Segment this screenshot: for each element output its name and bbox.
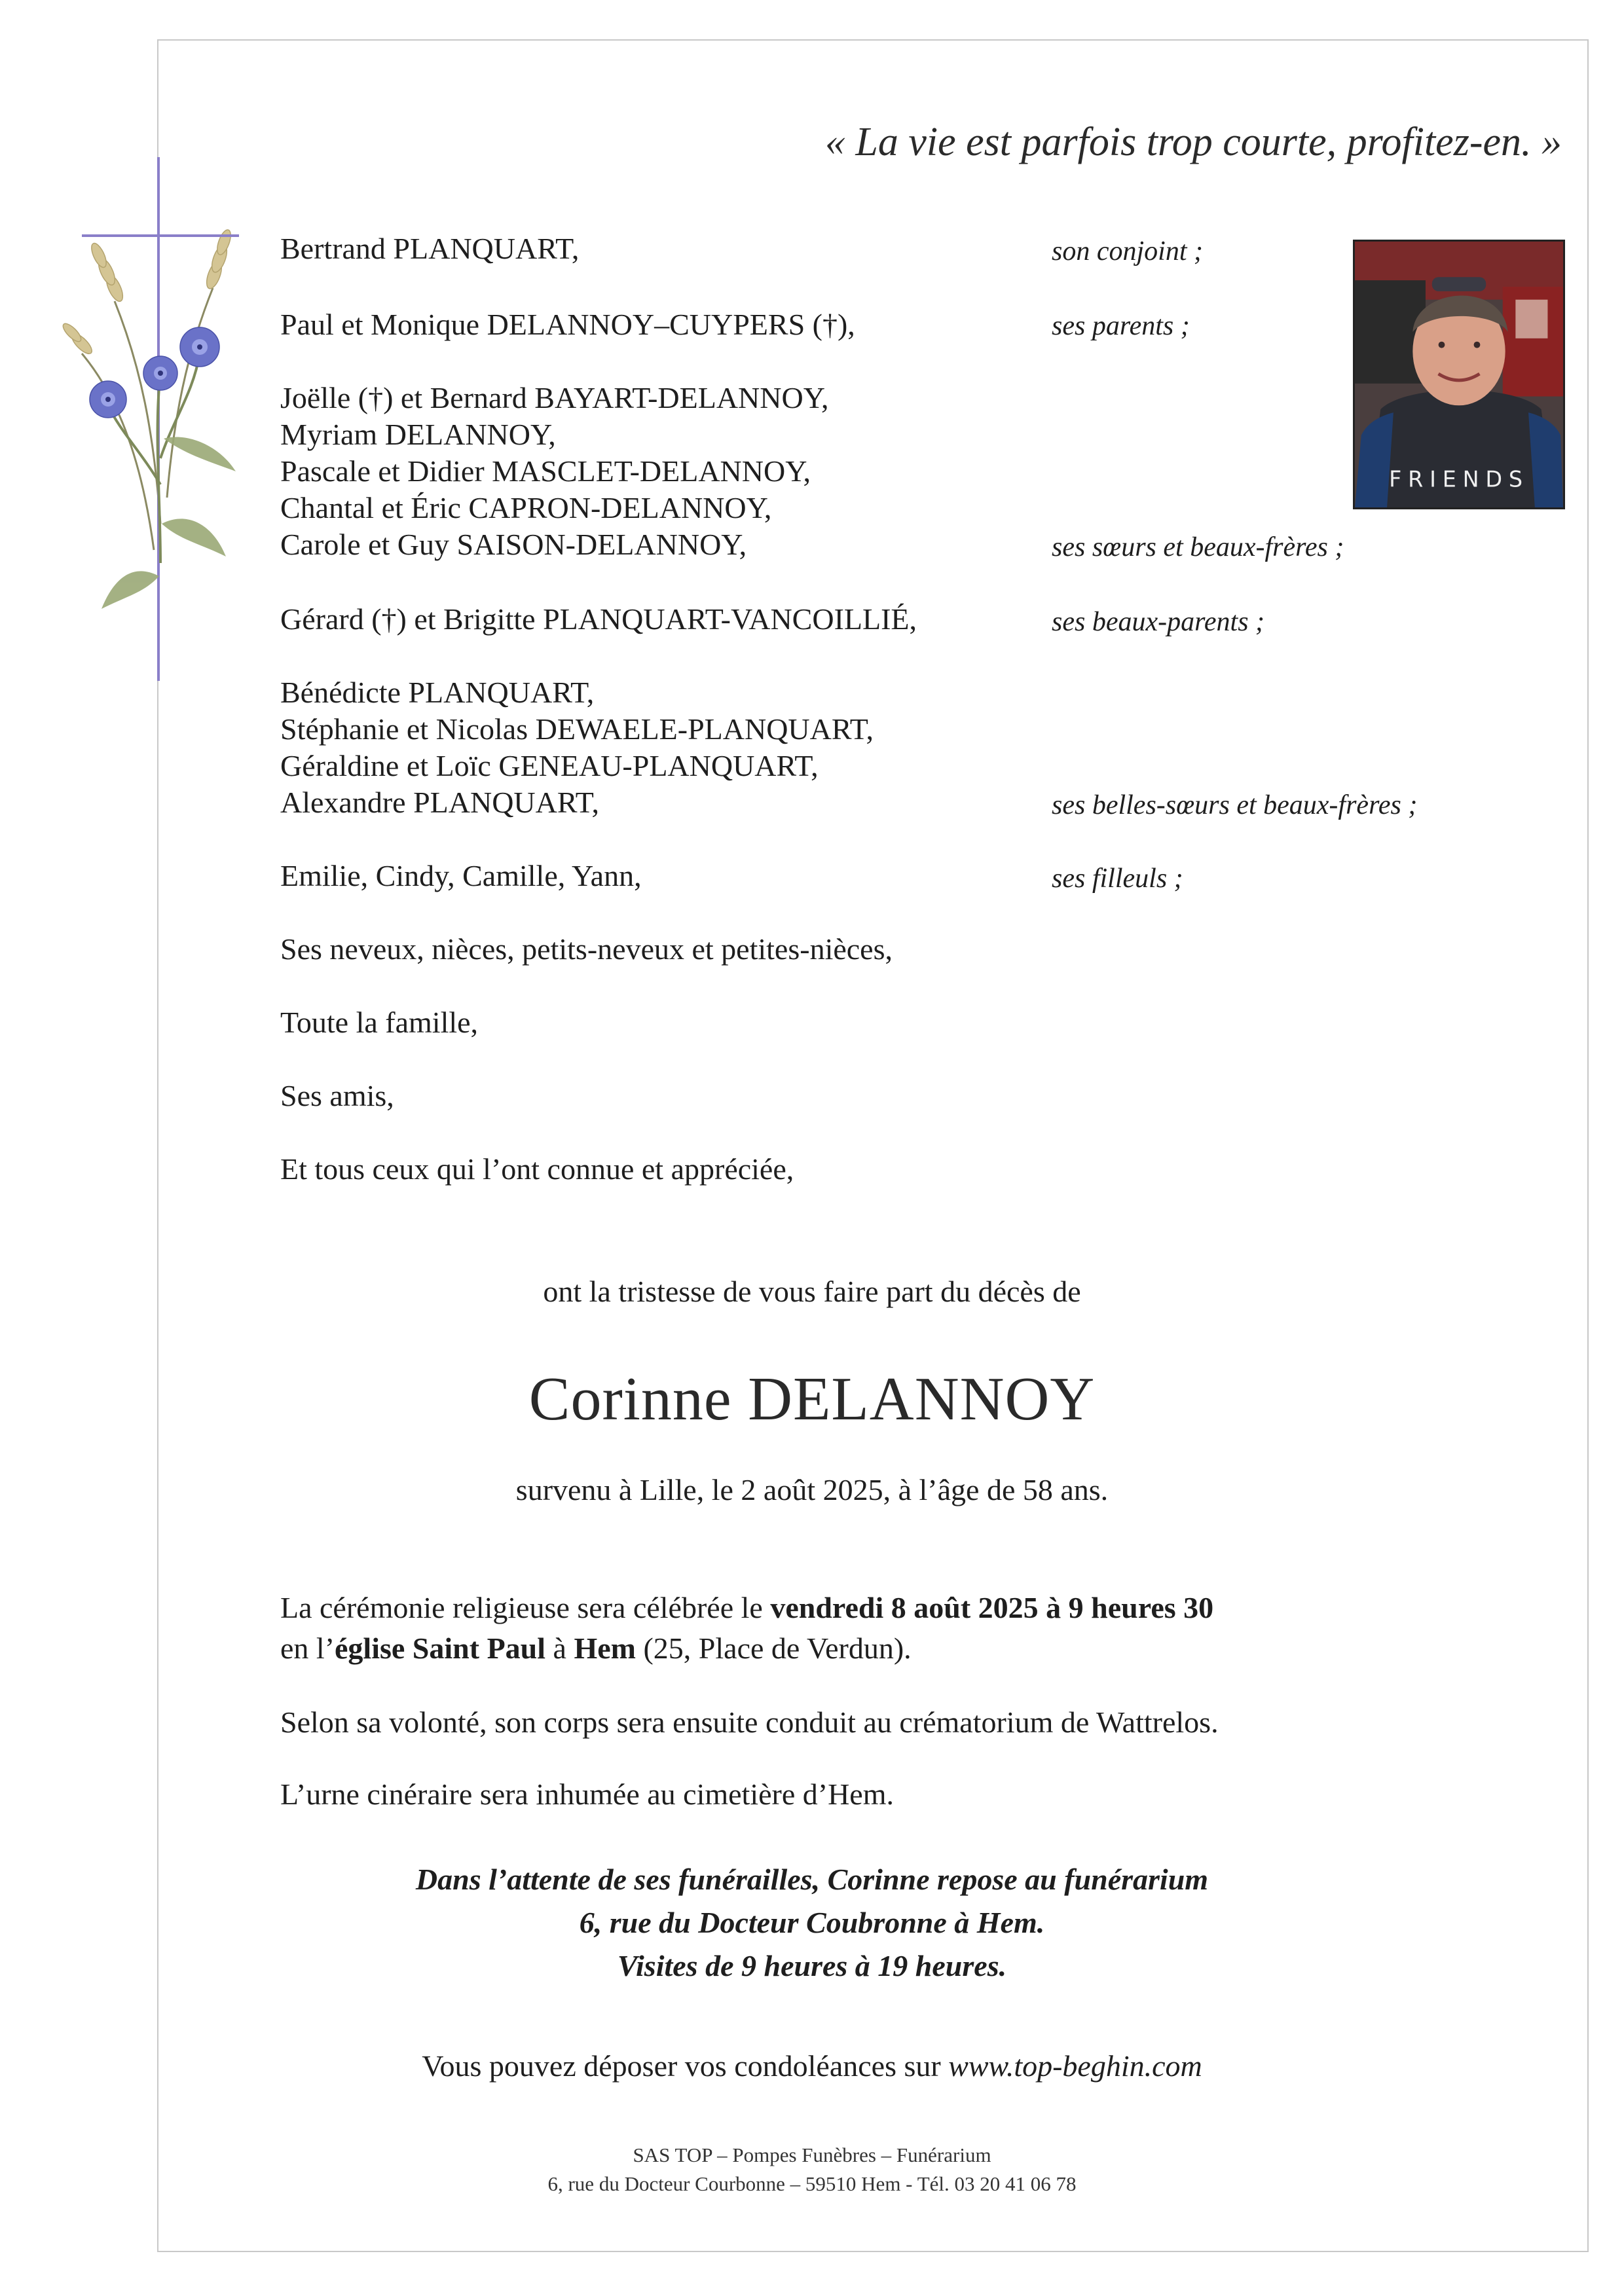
family-relation: ses parents ;: [1052, 311, 1190, 341]
family-relation: ses filleuls ;: [1052, 864, 1183, 894]
ceremony-line-1: La cérémonie religieuse sera célébrée le vendredi 8 août 2025 à 9 heures 30: [280, 1591, 1214, 1624]
family-name: Carole et Guy SAISON-DELANNOY,: [280, 528, 747, 561]
funerarium-line: Dans l’attente de ses funérailles, Corinne repose au funérarium: [415, 1863, 1209, 1896]
church-name: église Saint Paul: [335, 1631, 546, 1665]
family-name: Stéphanie et Nicolas DEWAELE-PLANQUART,: [280, 712, 874, 746]
condolences-text: Vous pouvez déposer vos condoléances sur www.top-beghin.com: [422, 2049, 1202, 2083]
family-name: Paul et Monique DELANNOY–CUYPERS (†),: [280, 308, 855, 341]
family-name: Pascale et Didier MASCLET-DELANNOY,: [280, 454, 811, 488]
family-name: Chantal et Éric CAPRON-DELANNOY,: [280, 491, 772, 524]
urn-text: L’urne cinéraire sera inhumée au cimetière d’Hem.: [280, 1777, 895, 1811]
photo-caption: FRIENDS: [1389, 466, 1529, 492]
cremation-text: Selon sa volonté, son corps sera ensuite conduit au crématorium de Wattrelos.: [280, 1705, 1219, 1739]
portrait-photo: [1353, 240, 1565, 509]
family-name: Géraldine et Loïc GENEAU-PLANQUART,: [280, 749, 819, 782]
family-name: Alexandre PLANQUART,: [280, 786, 599, 819]
footer-company: SAS TOP – Pompes Funèbres – Funérarium: [633, 2143, 991, 2166]
cross-with-flowers-icon: [62, 157, 249, 681]
family-name: Myriam DELANNOY,: [280, 418, 556, 451]
family-relation: son conjoint ;: [1052, 236, 1203, 266]
family-relation: ses belles-sœurs et beaux-frères ;: [1052, 790, 1418, 820]
funerarium-line: 6, rue du Docteur Coubronne à Hem.: [579, 1906, 1045, 1939]
family-name: Ses amis,: [280, 1079, 394, 1112]
death-details: survenu à Lille, le 2 août 2025, à l’âge de 58 ans.: [515, 1473, 1109, 1506]
family-name: Joëlle (†) et Bernard BAYART-DELANNOY,: [280, 381, 829, 414]
family-name: Bénédicte PLANQUART,: [280, 676, 595, 709]
epigraph-quote: « La vie est parfois trop courte, profitez-en. »: [824, 120, 1562, 164]
family-name: Toute la famille,: [280, 1006, 479, 1039]
family-name: Bertrand PLANQUART,: [280, 232, 580, 265]
family-relation: ses sœurs et beaux-frères ;: [1052, 532, 1344, 562]
condolences-link[interactable]: www.top-beghin.com: [948, 2049, 1202, 2083]
footer-address: 6, rue du Docteur Courbonne – 59510 Hem - Tél. 03 20 41 06 78: [547, 2172, 1077, 2195]
ceremony-line-2: en l’église Saint Paul à Hem (25, Place de Verdun).: [280, 1631, 912, 1665]
family-name: Ses neveux, nièces, petits-neveux et petites-nièces,: [280, 932, 893, 966]
announcement-text: ont la tristesse de vous faire part du décès de: [543, 1275, 1081, 1308]
family-name: Emilie, Cindy, Camille, Yann,: [280, 859, 642, 892]
ceremony-datetime: vendredi 8 août 2025 à 9 heures 30: [770, 1591, 1214, 1624]
family-name: Et tous ceux qui l’ont connue et appréciée,: [280, 1152, 794, 1186]
family-relation: ses beaux-parents ;: [1052, 607, 1265, 637]
deceased-name: Corinne DELANNOY: [528, 1365, 1096, 1433]
funerarium-line: Visites de 9 heures à 19 heures.: [617, 1949, 1007, 1982]
family-name: Gérard (†) et Brigitte PLANQUART-VANCOILLIÉ,: [280, 602, 917, 636]
church-town: Hem: [574, 1631, 636, 1665]
